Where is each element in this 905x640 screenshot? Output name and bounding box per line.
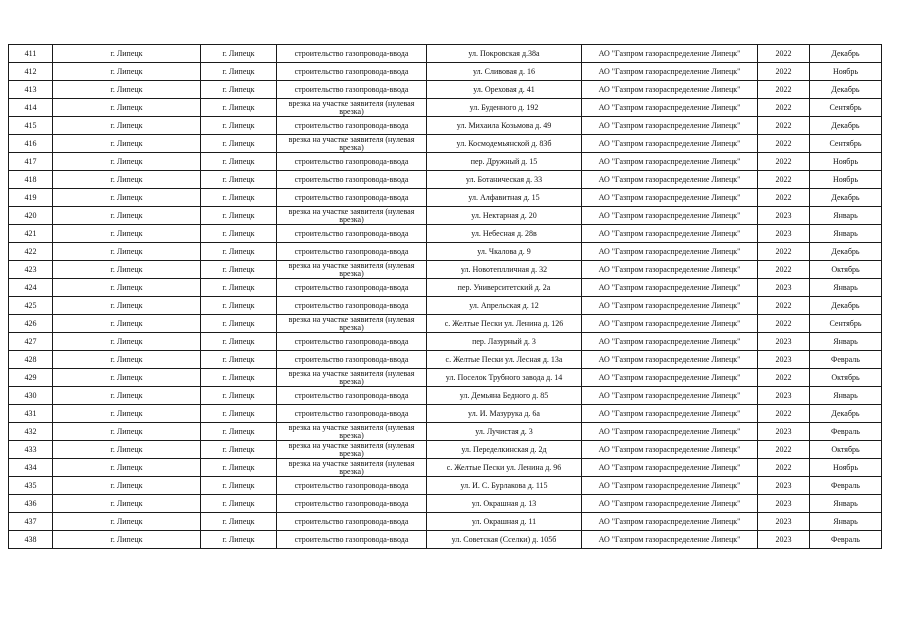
month-cell: Январь: [810, 225, 882, 243]
work-type-cell: врезка на участке заявителя (нулевая врезка): [277, 261, 427, 279]
work-type-cell: врезка на участке заявителя (нулевая врезка): [277, 99, 427, 117]
locality-cell: г. Липецк: [53, 189, 201, 207]
year-cell: 2022: [758, 459, 810, 477]
document-page: [8, 44, 882, 549]
address-cell: с. Желтые Пески ул. Ленина д. 126: [427, 315, 582, 333]
address-cell: ул. Алфавитная д. 15: [427, 189, 582, 207]
year-cell: 2022: [758, 99, 810, 117]
municipality-cell: г. Липецк: [201, 297, 277, 315]
month-cell: Декабрь: [810, 189, 882, 207]
locality-cell: г. Липецк: [53, 423, 201, 441]
year-cell: 2022: [758, 63, 810, 81]
organization-cell: АО "Газпром газораспределение Липецк": [582, 45, 758, 63]
table-row: [9, 315, 882, 333]
table-row: [9, 441, 882, 459]
year-cell: 2022: [758, 261, 810, 279]
address-cell: ул. Покровская д.38а: [427, 45, 582, 63]
organization-cell: АО "Газпром газораспределение Липецк": [582, 279, 758, 297]
table-row: [9, 351, 882, 369]
row-number-cell: 438: [9, 531, 53, 549]
row-number-cell: 421: [9, 225, 53, 243]
work-type-cell: строительство газопровода-ввода: [277, 279, 427, 297]
year-cell: 2022: [758, 117, 810, 135]
month-cell: Январь: [810, 387, 882, 405]
locality-cell: г. Липецк: [53, 495, 201, 513]
work-type-cell: врезка на участке заявителя (нулевая врезка): [277, 423, 427, 441]
locality-cell: г. Липецк: [53, 387, 201, 405]
address-cell: с. Желтые Пески ул. Ленина д. 96: [427, 459, 582, 477]
row-number-cell: 436: [9, 495, 53, 513]
month-cell: Февраль: [810, 351, 882, 369]
locality-cell: г. Липецк: [53, 315, 201, 333]
organization-cell: АО "Газпром газораспределение Липецк": [582, 369, 758, 387]
work-type-cell: строительство газопровода-ввода: [277, 153, 427, 171]
address-cell: с. Желтые Пески ул. Лесная д. 13а: [427, 351, 582, 369]
month-cell: Февраль: [810, 423, 882, 441]
work-type-cell: строительство газопровода-ввода: [277, 243, 427, 261]
month-cell: Декабрь: [810, 405, 882, 423]
address-cell: ул. Советская (Сселки) д. 105б: [427, 531, 582, 549]
row-number-cell: 429: [9, 369, 53, 387]
work-type-cell: строительство газопровода-ввода: [277, 351, 427, 369]
municipality-cell: г. Липецк: [201, 135, 277, 153]
table-row: [9, 459, 882, 477]
address-cell: ул. Демьяна Бедного д. 85: [427, 387, 582, 405]
address-cell: пер. Университетский д. 2а: [427, 279, 582, 297]
organization-cell: АО "Газпром газораспределение Липецк": [582, 477, 758, 495]
table-row: [9, 495, 882, 513]
month-cell: Январь: [810, 333, 882, 351]
row-number-cell: 418: [9, 171, 53, 189]
organization-cell: АО "Газпром газораспределение Липецк": [582, 423, 758, 441]
locality-cell: г. Липецк: [53, 351, 201, 369]
table-row: [9, 117, 882, 135]
year-cell: 2023: [758, 387, 810, 405]
work-type-cell: врезка на участке заявителя (нулевая врезка): [277, 459, 427, 477]
municipality-cell: г. Липецк: [201, 153, 277, 171]
table-row: [9, 135, 882, 153]
locality-cell: г. Липецк: [53, 441, 201, 459]
organization-cell: АО "Газпром газораспределение Липецк": [582, 171, 758, 189]
address-cell: ул. Апрельская д. 12: [427, 297, 582, 315]
table-row: [9, 243, 882, 261]
month-cell: Февраль: [810, 477, 882, 495]
locality-cell: г. Липецк: [53, 297, 201, 315]
year-cell: 2023: [758, 513, 810, 531]
table-row: [9, 225, 882, 243]
organization-cell: АО "Газпром газораспределение Липецк": [582, 387, 758, 405]
year-cell: 2023: [758, 279, 810, 297]
municipality-cell: г. Липецк: [201, 315, 277, 333]
work-type-cell: строительство газопровода-ввода: [277, 45, 427, 63]
row-number-cell: 423: [9, 261, 53, 279]
municipality-cell: г. Липецк: [201, 369, 277, 387]
locality-cell: г. Липецк: [53, 117, 201, 135]
municipality-cell: г. Липецк: [201, 99, 277, 117]
address-cell: ул. Поселок Трубного завода д. 14: [427, 369, 582, 387]
organization-cell: АО "Газпром газораспределение Липецк": [582, 81, 758, 99]
table-row: [9, 423, 882, 441]
table-row: [9, 387, 882, 405]
table-row: [9, 189, 882, 207]
organization-cell: АО "Газпром газораспределение Липецк": [582, 315, 758, 333]
year-cell: 2022: [758, 153, 810, 171]
organization-cell: АО "Газпром газораспределение Липецк": [582, 63, 758, 81]
year-cell: 2022: [758, 405, 810, 423]
work-type-cell: строительство газопровода-ввода: [277, 495, 427, 513]
organization-cell: АО "Газпром газораспределение Липецк": [582, 243, 758, 261]
month-cell: Январь: [810, 207, 882, 225]
locality-cell: г. Липецк: [53, 531, 201, 549]
work-type-cell: строительство газопровода-ввода: [277, 63, 427, 81]
month-cell: Ноябрь: [810, 459, 882, 477]
month-cell: Сентябрь: [810, 315, 882, 333]
work-type-cell: врезка на участке заявителя (нулевая врезка): [277, 207, 427, 225]
row-number-cell: 428: [9, 351, 53, 369]
address-cell: ул. Небесная д. 28в: [427, 225, 582, 243]
work-type-cell: врезка на участке заявителя (нулевая врезка): [277, 369, 427, 387]
year-cell: 2022: [758, 135, 810, 153]
month-cell: Ноябрь: [810, 153, 882, 171]
municipality-cell: г. Липецк: [201, 387, 277, 405]
locality-cell: г. Липецк: [53, 207, 201, 225]
row-number-cell: 427: [9, 333, 53, 351]
table-row: [9, 279, 882, 297]
month-cell: Декабрь: [810, 81, 882, 99]
address-cell: ул. И. Мазурука д. 6а: [427, 405, 582, 423]
municipality-cell: г. Липецк: [201, 279, 277, 297]
work-type-cell: строительство газопровода-ввода: [277, 189, 427, 207]
row-number-cell: 431: [9, 405, 53, 423]
municipality-cell: г. Липецк: [201, 243, 277, 261]
organization-cell: АО "Газпром газораспределение Липецк": [582, 135, 758, 153]
address-cell: ул. И. С. Бурлакова д. 115: [427, 477, 582, 495]
work-type-cell: строительство газопровода-ввода: [277, 225, 427, 243]
locality-cell: г. Липецк: [53, 405, 201, 423]
month-cell: Декабрь: [810, 45, 882, 63]
organization-cell: АО "Газпром газораспределение Липецк": [582, 297, 758, 315]
table-row: [9, 171, 882, 189]
municipality-cell: г. Липецк: [201, 477, 277, 495]
locality-cell: г. Липецк: [53, 459, 201, 477]
work-type-cell: строительство газопровода-ввода: [277, 117, 427, 135]
year-cell: 2022: [758, 81, 810, 99]
row-number-cell: 422: [9, 243, 53, 261]
municipality-cell: г. Липецк: [201, 45, 277, 63]
municipality-cell: г. Липецк: [201, 207, 277, 225]
municipality-cell: г. Липецк: [201, 333, 277, 351]
row-number-cell: 420: [9, 207, 53, 225]
organization-cell: АО "Газпром газораспределение Липецк": [582, 207, 758, 225]
municipality-cell: г. Липецк: [201, 225, 277, 243]
row-number-cell: 412: [9, 63, 53, 81]
municipality-cell: г. Липецк: [201, 513, 277, 531]
address-cell: ул. Чкалова д. 9: [427, 243, 582, 261]
month-cell: Октябрь: [810, 369, 882, 387]
address-cell: ул. Лучистая д. 3: [427, 423, 582, 441]
municipality-cell: г. Липецк: [201, 117, 277, 135]
locality-cell: г. Липецк: [53, 369, 201, 387]
year-cell: 2022: [758, 297, 810, 315]
month-cell: Январь: [810, 513, 882, 531]
municipality-cell: г. Липецк: [201, 423, 277, 441]
locality-cell: г. Липецк: [53, 279, 201, 297]
table-row: [9, 531, 882, 549]
locality-cell: г. Липецк: [53, 63, 201, 81]
year-cell: 2023: [758, 351, 810, 369]
year-cell: 2022: [758, 441, 810, 459]
organization-cell: АО "Газпром газораспределение Липецк": [582, 405, 758, 423]
municipality-cell: г. Липецк: [201, 351, 277, 369]
organization-cell: АО "Газпром газораспределение Липецк": [582, 117, 758, 135]
month-cell: Декабрь: [810, 117, 882, 135]
municipality-cell: г. Липецк: [201, 531, 277, 549]
locality-cell: г. Липецк: [53, 81, 201, 99]
locality-cell: г. Липецк: [53, 135, 201, 153]
locality-cell: г. Липецк: [53, 513, 201, 531]
organization-cell: АО "Газпром газораспределение Липецк": [582, 441, 758, 459]
municipality-cell: г. Липецк: [201, 405, 277, 423]
year-cell: 2022: [758, 171, 810, 189]
row-number-cell: 425: [9, 297, 53, 315]
organization-cell: АО "Газпром газораспределение Липецк": [582, 531, 758, 549]
address-cell: ул. Новотеплличная д. 32: [427, 261, 582, 279]
month-cell: Сентябрь: [810, 135, 882, 153]
row-number-cell: 424: [9, 279, 53, 297]
organization-cell: АО "Газпром газораспределение Липецк": [582, 351, 758, 369]
row-number-cell: 434: [9, 459, 53, 477]
month-cell: Январь: [810, 495, 882, 513]
year-cell: 2023: [758, 495, 810, 513]
locality-cell: г. Липецк: [53, 153, 201, 171]
row-number-cell: 411: [9, 45, 53, 63]
work-type-cell: врезка на участке заявителя (нулевая врезка): [277, 135, 427, 153]
municipality-cell: г. Липецк: [201, 441, 277, 459]
municipality-cell: г. Липецк: [201, 495, 277, 513]
municipality-cell: г. Липецк: [201, 81, 277, 99]
organization-cell: АО "Газпром газораспределение Липецк": [582, 333, 758, 351]
table-row: [9, 63, 882, 81]
address-cell: ул. Михаила Козьмова д. 49: [427, 117, 582, 135]
month-cell: Ноябрь: [810, 171, 882, 189]
row-number-cell: 426: [9, 315, 53, 333]
work-type-cell: строительство газопровода-ввода: [277, 387, 427, 405]
work-type-cell: строительство газопровода-ввода: [277, 477, 427, 495]
locality-cell: г. Липецк: [53, 99, 201, 117]
work-type-cell: строительство газопровода-ввода: [277, 171, 427, 189]
month-cell: Январь: [810, 279, 882, 297]
work-type-cell: строительство газопровода-ввода: [277, 531, 427, 549]
row-number-cell: 437: [9, 513, 53, 531]
year-cell: 2022: [758, 45, 810, 63]
work-type-cell: строительство газопровода-ввода: [277, 405, 427, 423]
year-cell: 2023: [758, 225, 810, 243]
table-row: [9, 405, 882, 423]
table-row: [9, 207, 882, 225]
table-row: [9, 297, 882, 315]
row-number-cell: 415: [9, 117, 53, 135]
work-type-cell: врезка на участке заявителя (нулевая врезка): [277, 441, 427, 459]
table-row: [9, 333, 882, 351]
year-cell: 2023: [758, 333, 810, 351]
work-type-cell: строительство газопровода-ввода: [277, 297, 427, 315]
table-body: [9, 45, 882, 549]
month-cell: Сентябрь: [810, 99, 882, 117]
address-cell: ул. Ботаническая д. 33: [427, 171, 582, 189]
table-row: [9, 81, 882, 99]
table-row: [9, 45, 882, 63]
year-cell: 2022: [758, 315, 810, 333]
row-number-cell: 433: [9, 441, 53, 459]
municipality-cell: г. Липецк: [201, 63, 277, 81]
address-cell: ул. Окрашная д. 11: [427, 513, 582, 531]
organization-cell: АО "Газпром газораспределение Липецк": [582, 153, 758, 171]
table-row: [9, 477, 882, 495]
municipality-cell: г. Липецк: [201, 261, 277, 279]
month-cell: Ноябрь: [810, 63, 882, 81]
locality-cell: г. Липецк: [53, 333, 201, 351]
locality-cell: г. Липецк: [53, 477, 201, 495]
table-row: [9, 369, 882, 387]
row-number-cell: 417: [9, 153, 53, 171]
locality-cell: г. Липецк: [53, 261, 201, 279]
organization-cell: АО "Газпром газораспределение Липецк": [582, 495, 758, 513]
address-cell: ул. Переделкинская д. 2д: [427, 441, 582, 459]
address-cell: ул. Нектарная д. 20: [427, 207, 582, 225]
year-cell: 2022: [758, 189, 810, 207]
address-cell: пер. Лазурный д. 3: [427, 333, 582, 351]
year-cell: 2023: [758, 477, 810, 495]
organization-cell: АО "Газпром газораспределение Липецк": [582, 225, 758, 243]
year-cell: 2022: [758, 369, 810, 387]
row-number-cell: 414: [9, 99, 53, 117]
work-type-cell: строительство газопровода-ввода: [277, 513, 427, 531]
row-number-cell: 430: [9, 387, 53, 405]
month-cell: Октябрь: [810, 261, 882, 279]
address-cell: ул. Окрашная д. 13: [427, 495, 582, 513]
organization-cell: АО "Газпром газораспределение Липецк": [582, 189, 758, 207]
row-number-cell: 435: [9, 477, 53, 495]
year-cell: 2023: [758, 207, 810, 225]
work-type-cell: врезка на участке заявителя (нулевая врезка): [277, 315, 427, 333]
work-type-cell: строительство газопровода-ввода: [277, 333, 427, 351]
table-row: [9, 513, 882, 531]
municipality-cell: г. Липецк: [201, 189, 277, 207]
row-number-cell: 416: [9, 135, 53, 153]
month-cell: Февраль: [810, 531, 882, 549]
address-cell: ул. Ореховая д. 41: [427, 81, 582, 99]
locality-cell: г. Липецк: [53, 45, 201, 63]
locality-cell: г. Липецк: [53, 171, 201, 189]
connections-table: [8, 44, 882, 549]
organization-cell: АО "Газпром газораспределение Липецк": [582, 513, 758, 531]
row-number-cell: 419: [9, 189, 53, 207]
month-cell: Октябрь: [810, 441, 882, 459]
organization-cell: АО "Газпром газораспределение Липецк": [582, 261, 758, 279]
address-cell: ул. Сливовая д. 16: [427, 63, 582, 81]
organization-cell: АО "Газпром газораспределение Липецк": [582, 99, 758, 117]
municipality-cell: г. Липецк: [201, 459, 277, 477]
table-row: [9, 153, 882, 171]
locality-cell: г. Липецк: [53, 225, 201, 243]
month-cell: Декабрь: [810, 243, 882, 261]
row-number-cell: 413: [9, 81, 53, 99]
row-number-cell: 432: [9, 423, 53, 441]
municipality-cell: г. Липецк: [201, 171, 277, 189]
address-cell: ул. Буденного д. 192: [427, 99, 582, 117]
year-cell: 2023: [758, 423, 810, 441]
table-row: [9, 261, 882, 279]
organization-cell: АО "Газпром газораспределение Липецк": [582, 459, 758, 477]
address-cell: пер. Дружный д. 15: [427, 153, 582, 171]
work-type-cell: строительство газопровода-ввода: [277, 81, 427, 99]
year-cell: 2023: [758, 531, 810, 549]
address-cell: ул. Космодемьянской д. 83б: [427, 135, 582, 153]
table-row: [9, 99, 882, 117]
locality-cell: г. Липецк: [53, 243, 201, 261]
year-cell: 2022: [758, 243, 810, 261]
month-cell: Декабрь: [810, 297, 882, 315]
